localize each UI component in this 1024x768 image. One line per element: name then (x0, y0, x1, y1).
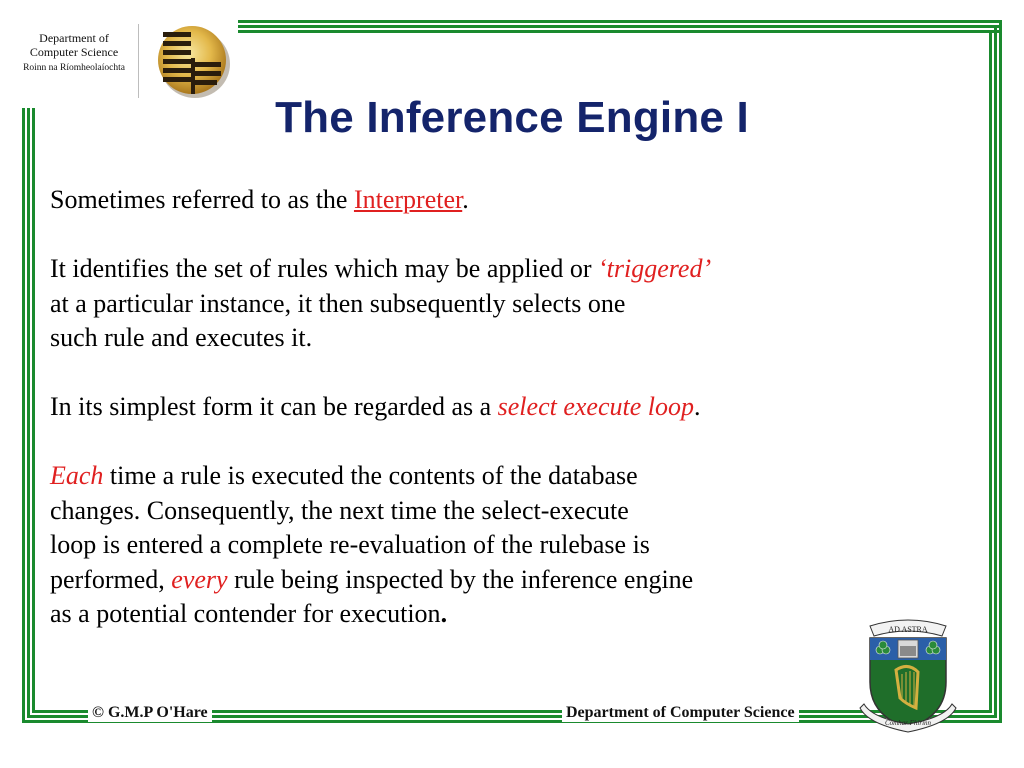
text-run: . (462, 185, 469, 214)
emphasis-term: every (171, 564, 228, 594)
text-run: at a particular instance, it then subsequently selects one (50, 288, 626, 318)
slide-body (50, 183, 950, 666)
text-run: . (693, 392, 701, 421)
text-run: In its simplest form it can be regarded as a (50, 392, 498, 421)
text-run: loop is entered a complete re-evaluation of the rulebase is (50, 530, 650, 559)
emphasis-term: select execute loop (497, 392, 694, 421)
department-emblem-icon (155, 22, 231, 100)
frame-line (32, 108, 35, 710)
frame-line (238, 20, 1002, 23)
text-run: Sometimes referred to as the (50, 185, 354, 214)
text-run: such rule and executes it. (50, 323, 313, 352)
frame-line (238, 25, 1002, 28)
slide-title: The Inference Engine I (275, 93, 749, 142)
crest-motto: AD ASTRA (888, 625, 928, 634)
dept-logo-line: Department of (39, 31, 109, 45)
paragraph (50, 459, 950, 632)
footer-copyright: © G.M.P O'Hare (88, 704, 212, 722)
text-run: It identifies the set of rules which may be applied or (50, 254, 599, 283)
university-crest-icon (856, 612, 960, 736)
dept-logo-line: Computer Science (29, 44, 119, 59)
emphasis-term: Each (50, 461, 104, 490)
text-run: rule being inspected by the inference engine (227, 564, 694, 594)
text-run: performed, (50, 564, 172, 594)
frame-line (27, 108, 30, 715)
paragraph (50, 183, 950, 218)
text-run: changes. Consequently, the next time the select-execute (50, 495, 629, 525)
paragraph (50, 252, 950, 356)
dept-logo-line: Roinn na Ríomheolaíochta (23, 62, 125, 73)
emphasis-term: Interpreter (353, 185, 463, 214)
crest-motto: Comhar Fhírinn (884, 719, 932, 727)
frame-line (22, 108, 25, 720)
text-run: as a potential contender for execution (50, 599, 441, 628)
footer-department: Department of Computer Science (562, 704, 799, 722)
emphasis-term: ‘triggered’ (598, 254, 712, 283)
frame-line (238, 30, 1002, 33)
text-run: time a rule is executed the contents of the database (103, 461, 638, 490)
text-run: . (440, 599, 448, 628)
department-logo (18, 32, 130, 74)
logo-divider (138, 24, 139, 98)
paragraph (50, 390, 950, 425)
